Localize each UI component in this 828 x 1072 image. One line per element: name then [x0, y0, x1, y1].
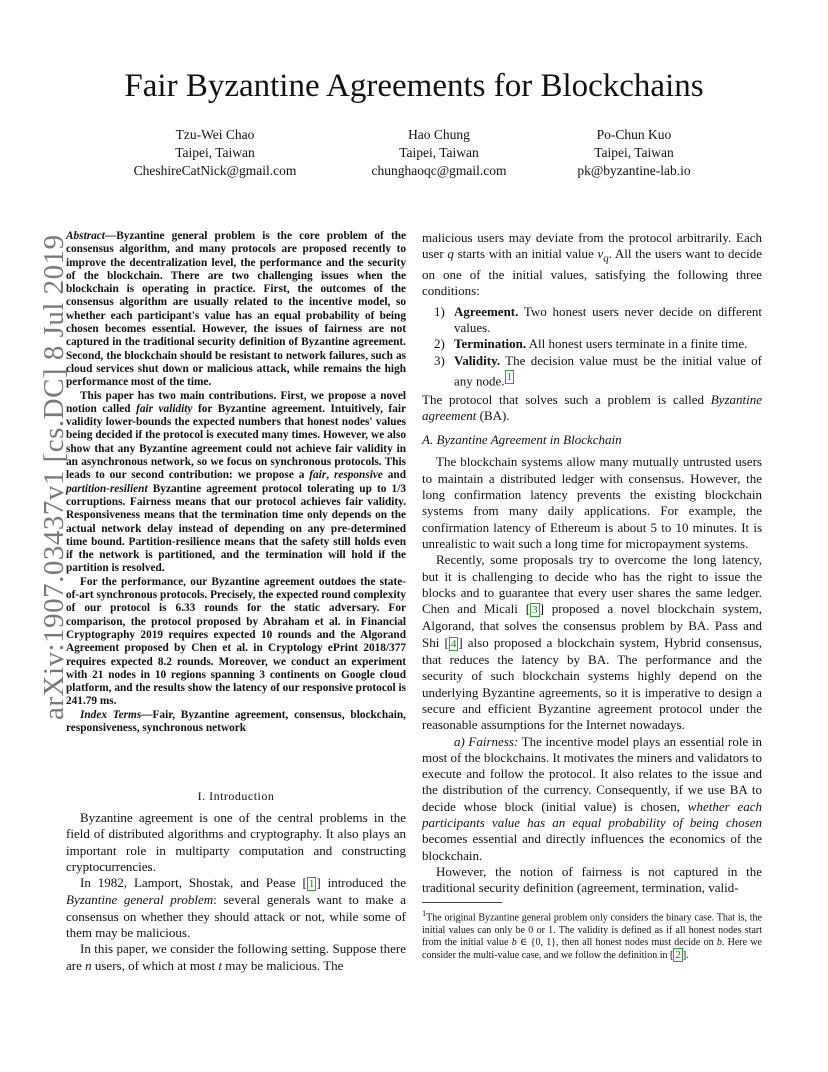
citation-link[interactable]: 4 — [450, 637, 457, 650]
body-paragraph: Recently, some proposals try to overcome the long latency, but it is challenging to decide who has the right to issue the blocks and to guarantee that every user shares the same ledger. Chen and Micali [ 3 ] proposed a novel blockchain system, Algorand, that solves the consensus problem by BA. Pass and Shi [ 4 ] also proposed a blockchain system, Hybrid consensus, that reduces the latency by BA. The performance and the security of such blockchain systems highly depend on the underlying Byzantine agreements, so it is imperative to design a secure and efficient Byzantine agreement protocol under the reasonable assumptions for the Internet nowadays. — [422, 552, 763, 733]
citation-link[interactable]: 1 — [308, 878, 315, 891]
author-block — [524, 126, 744, 180]
abstract-label: Abstract — [66, 230, 105, 242]
author-block — [105, 126, 325, 180]
body-paragraph: Byzantine agreement is one of the central problems in the field of distributed algorithms and cryptography. It also plays an important role in multiparty computation and constructing cryptocurrencies. — [66, 810, 406, 874]
abstract-paragraph: For the performance, our Byzantine agreement outdoes the state-of-art synchronous protocols. Precisely, the expected round complexity of our protocol is 6.33 rounds for the static adversary. For comparison, the protocol proposed by Abraham et al. in Financial Cryptography 2019 requires expected 10 rounds and the Algorand Agreement proposed by Chen et al. in Cryptology ePrint 2018/377 requires expected 8.2 rounds. Moreover, we conduct an experiment with 21 nodes in 10 regions spanning 3 continents on Google cloud platform, and the results show the latency of our responsive protocol is 241.79 ms. — [66, 575, 406, 708]
body-paragraph: a) Fairness: The incentive model plays an essential role in most of the blockchains. It motivates the miners and validators to execute and follow the protocol. It also relates to the issue and the distribution of the currency. Consequently, if we use BA to decide whose block (initial value) is chosen, whether each participants value has an equal probability of being chosen becomes essential and directly influences the economics of the blockchain. — [422, 733, 763, 863]
author-email[interactable]: pk@byzantine-lab.io — [577, 163, 691, 178]
list-item: 3) Validity. The decision value must be the initial value of any node. $^1$ — [434, 352, 762, 389]
citation-link[interactable]: 2 — [675, 948, 681, 961]
footnote-divider — [422, 902, 502, 903]
author-location: Taipei, Taiwan — [399, 145, 479, 160]
list-item: 1) Agreement. Two honest users never decide on different values. — [434, 303, 762, 336]
author-location: Taipei, Taiwan — [594, 145, 674, 160]
paragraph-heading: a) Fairness: — [454, 733, 519, 749]
body-paragraph: The blockchain systems allow many mutually untrusted users to maintain a distributed ledger with consensus. However, the long confirmation latency prevents the existing blockchain systems from many daily applications. For example, the confirmation latency of Ethereum is about 5 to 10 minutes. It is unrealistic to wait such a long time for micropayment systems. — [422, 454, 762, 551]
author-email[interactable]: CheshireCatNick@gmail.com — [133, 163, 297, 178]
body-paragraph: However, the notion of fairness is not captured in the traditional security definition (agreement, termination, valid- — [422, 863, 762, 896]
author-block — [329, 126, 549, 180]
body-paragraph: malicious users may deviate from the protocol arbitrarily. Each user q starts with an initial value $v_q$. All the users want to decide on one of the initial values, satisfying the following three conditions: — [422, 230, 762, 299]
abstract — [66, 230, 406, 735]
arxiv-identifier: arXiv:1907.03437v1 [cs.DC] 8 Jul 2019 — [38, 234, 70, 720]
author-name: Tzu-Wei Chao — [175, 127, 255, 142]
subsection-heading: A. Byzantine Agreement in Blockchain — [422, 432, 622, 448]
footnote: $^1$The original Byzantine general problem only considers the binary case. That is, the initial values can only be 0 or 1. The validity is defined as if all honest nodes start from the initial value b ∈ {0, 1}, then all honest nodes must decide on b. Here we consider the multi-value case, and we follow the definition in [ 2 ]. — [422, 909, 763, 961]
citation-link[interactable]: 3 — [532, 604, 538, 617]
index-terms: Index Terms—Fair, Byzantine agreement, consensus, blockchain, responsiveness, synchronous network — [66, 708, 406, 734]
list-item: 2) Termination. All honest users terminate in a finite time. — [434, 336, 748, 352]
footnote-link[interactable]: 1 — [506, 370, 513, 383]
introduction-text — [66, 810, 406, 974]
paper-title: Fair Byzantine Agreements for Blockchains — [124, 68, 704, 104]
author-name: Hao Chung — [408, 127, 470, 142]
abstract-paragraph: This paper has two main contributions. First, we propose a novel notion called fair validity for Byzantine agreement. Intuitively, fair validity lower-bounds the expected numbers that honest nodes' values being decided if the protocol is executed many times. However, we also show that any Byzantine agreement could not achieve fair validity in an asynchronous network, so we focus on synchronous protocols. This leads to our second contribution: we propose a fair, responsive and partition-resilient Byzantine agreement protocol tolerating up to 1/3 corruptions. Fairness means that our protocol achieves fair validity. Responsiveness means that the termination time only depends on the actual network delay instead of depending on any pre-determined time bound. Partition-resilience means that the safety still holds even if the network is partitioned, and the termination will hold if the partition is resolved. — [66, 389, 407, 575]
body-paragraph: In 1982, Lamport, Shostak, and Pease [ 1 ] introduced the Byzantine general problem: several generals want to make a consensus on whether they should attack or not, while some of them may be malicious. — [66, 875, 406, 941]
abstract-paragraph: Abstract—Byzantine general problem is the core problem of the consensus algorithm, and many protocols are proposed recently to improve the decentralization level, the performance and the security of the blockchain. There are two challenging issues when the blockchain is operating in practice. First, the outcomes of the consensus algorithm are usually related to the incentive model, so whether each participant's value has an equal probability of being chosen becomes essential. However, the issues of fairness are not captured in the traditional security definition of Byzantine agreement. Second, the blockchain should be resistant to network failures, such as cloud services shut down or malicious attack, while remains the high performance most of the time. — [66, 230, 406, 389]
body-paragraph: In this paper, we consider the following setting. Suppose there are n users, of which at most t may be malicious. The — [66, 941, 406, 973]
section-heading: I. Introduction — [197, 789, 275, 803]
author-name: Po-Chun Kuo — [596, 127, 672, 142]
author-location: Taipei, Taiwan — [175, 145, 255, 160]
right-column-text — [422, 230, 762, 897]
conditions-list — [422, 304, 762, 390]
body-paragraph: The protocol that solves such a problem is called Byzantine agreement (BA). — [422, 391, 762, 423]
author-email[interactable]: chunghaoqc@gmail.com — [371, 163, 507, 178]
